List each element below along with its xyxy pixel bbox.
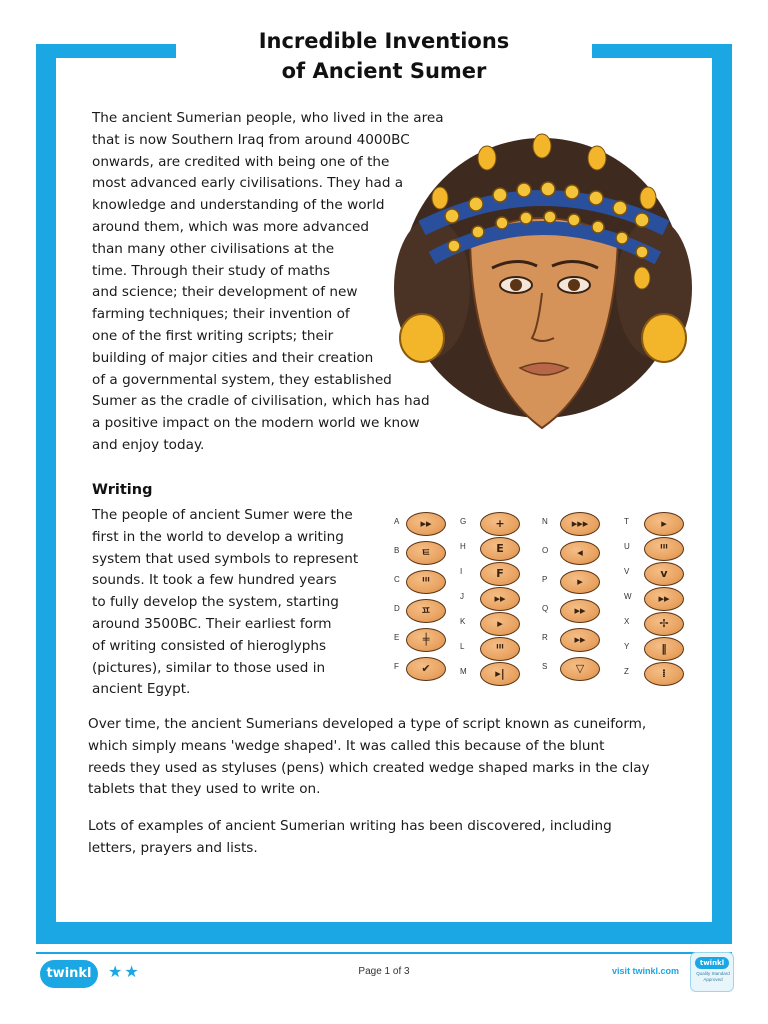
writing-line: sounds. It took a few hundred years <box>92 572 337 589</box>
alphabet-letter: T <box>624 517 629 526</box>
intro-line: of a governmental system, they established <box>92 371 392 388</box>
clay-tablet-icon <box>560 570 600 594</box>
intro-line: onwards, are credited with being one of the <box>92 153 390 170</box>
page-number: Page 1 of 3 <box>358 966 410 977</box>
cuneiform-symbol: E <box>496 542 504 555</box>
writing-line: system that used symbols to represent <box>92 550 359 567</box>
cuneiform-symbol: ▸▸ <box>574 604 586 617</box>
alphabet-letter: M <box>460 667 467 676</box>
writing-line: of writing consisted of hieroglyphs <box>92 637 327 654</box>
frame-top-right-border <box>592 44 732 58</box>
cuneiform-symbol: ▸▸▸ <box>571 517 589 530</box>
alphabet-letter: L <box>460 642 465 651</box>
paragraph-line: tablets that they used to write on. <box>88 781 321 798</box>
intro-line: farming techniques; their invention of <box>92 306 350 323</box>
cuneiform-symbol: ✢ <box>659 617 669 630</box>
clay-tablet-icon <box>644 512 684 536</box>
cuneiform-symbol: ᴵᴵᴵ <box>660 542 668 555</box>
frame-right-border <box>712 44 732 944</box>
cuneiform-symbol: ▸▸ <box>420 517 432 530</box>
clay-tablet-icon <box>406 512 446 536</box>
cuneiform-symbol: ▸ <box>661 517 667 530</box>
cuneiform-symbol: ▸▸ <box>494 592 506 605</box>
writing-line: to fully develop the system, starting <box>92 594 339 611</box>
alphabet-letter: I <box>460 567 463 576</box>
writing-heading: Writing <box>92 482 153 498</box>
alphabet-letter: E <box>394 633 400 642</box>
alphabet-letter: Q <box>542 604 549 613</box>
paragraph-line: which simply means 'wedge shaped'. It was called this because of the blunt <box>88 737 605 754</box>
alphabet-letter: G <box>460 517 467 526</box>
cuneiform-symbol: ⅴ <box>660 567 668 580</box>
clay-tablet-icon <box>480 637 520 661</box>
clay-tablet-icon <box>560 512 600 536</box>
intro-line: time. Through their study of maths <box>92 262 331 279</box>
clay-tablet-icon <box>480 662 520 686</box>
alphabet-letter: Z <box>624 667 629 676</box>
cuneiform-symbol: ᴵᴵᴵ <box>496 642 504 655</box>
clay-tablet-icon <box>644 612 684 636</box>
cuneiform-alphabet-chart <box>384 504 696 694</box>
clay-tablet-icon <box>480 562 520 586</box>
cuneiform-paragraph <box>88 714 684 801</box>
badge-caption: Quality Standard Approved <box>696 971 730 982</box>
clay-tablet-icon <box>480 537 520 561</box>
intro-line: a positive impact on the modern world we know <box>92 415 420 432</box>
quality-badge-icon <box>690 952 734 992</box>
writing-paragraph <box>92 505 366 701</box>
intro-line: The ancient Sumerian people, who lived in the area <box>92 110 444 126</box>
alphabet-letter: B <box>394 546 400 555</box>
examples-paragraph <box>88 816 684 860</box>
cuneiform-symbol: ㅌ <box>420 546 432 559</box>
clay-tablet-icon <box>560 628 600 652</box>
alphabet-letter: Y <box>624 642 630 651</box>
alphabet-letter: H <box>460 542 466 551</box>
cuneiform-symbol: ▸▸ <box>658 592 670 605</box>
clay-tablet-icon <box>406 599 446 623</box>
sumerian-woman-illustration <box>392 128 694 440</box>
clay-tablet-icon <box>480 612 520 636</box>
intro-line: than many other civilisations at the <box>92 240 335 257</box>
alphabet-letter: C <box>394 575 400 584</box>
cuneiform-symbol: ⁞ <box>661 667 667 680</box>
alphabet-letter: R <box>542 633 548 642</box>
intro-paragraph <box>92 108 444 457</box>
alphabet-letter: F <box>394 662 399 671</box>
clay-tablet-icon <box>406 541 446 565</box>
clay-tablet-icon <box>644 562 684 586</box>
clay-tablet-icon <box>560 599 600 623</box>
cuneiform-symbol: ᴵᴵᴵ <box>422 575 430 588</box>
clay-tablet-icon <box>406 657 446 681</box>
intro-line: knowledge and understanding of the world <box>92 197 385 214</box>
alphabet-letter: N <box>542 517 548 526</box>
alphabet-letter: O <box>542 546 549 555</box>
intro-line: building of major cities and their creation <box>92 349 374 366</box>
intro-line: Sumer as the cradle of civilisation, which has had <box>92 393 430 410</box>
cuneiform-symbol: ▸ <box>497 617 503 630</box>
clay-tablet-icon <box>406 570 446 594</box>
frame-top-left-border <box>36 44 176 58</box>
clay-tablet-icon <box>560 541 600 565</box>
frame-left-border <box>36 44 56 944</box>
page-title <box>180 26 588 86</box>
cuneiform-symbol: ╪ <box>422 633 430 646</box>
cuneiform-symbol: ‖ <box>661 642 667 655</box>
paragraph-line: reeds they used as styluses (pens) which created wedge shaped marks in the clay <box>88 759 650 776</box>
clay-tablet-icon <box>644 587 684 611</box>
cuneiform-symbol: ✔ <box>421 662 431 675</box>
alphabet-letter: K <box>460 617 466 626</box>
alphabet-letter: S <box>542 662 548 671</box>
title-line-1: Incredible Inventions <box>258 29 510 53</box>
alphabet-letter: U <box>624 542 630 551</box>
cuneiform-symbol: ▸ <box>577 575 583 588</box>
clay-tablet-icon <box>480 587 520 611</box>
paragraph-line: letters, prayers and lists. <box>88 839 258 856</box>
frame-bottom-border <box>36 922 732 944</box>
cuneiform-symbol: ▽ <box>575 662 585 675</box>
intro-line: and enjoy today. <box>92 436 205 453</box>
writing-line: ancient Egypt. <box>92 681 191 698</box>
alphabet-letter: D <box>394 604 400 613</box>
twinkl-logo-icon[interactable]: twinkl <box>40 960 98 988</box>
writing-line: around 3500BC. Their earliest form <box>92 615 332 632</box>
cuneiform-symbol: ㅍ <box>420 604 432 617</box>
writing-line: (pictures), similar to those used in <box>92 659 326 676</box>
paragraph-line: Over time, the ancient Sumerians developed a type of script known as cuneiform, <box>88 716 647 732</box>
alphabet-letter: X <box>624 617 630 626</box>
cuneiform-symbol: + <box>495 517 505 530</box>
visit-link[interactable]: visit twinkl.com <box>612 966 680 976</box>
alphabet-letter: J <box>460 592 464 601</box>
cuneiform-symbol: ▸| <box>495 667 505 680</box>
alphabet-letter: P <box>542 575 548 584</box>
intro-line: around them, which was more advanced <box>92 218 370 235</box>
footer-divider <box>36 952 732 954</box>
clay-tablet-icon <box>480 512 520 536</box>
intro-line: most advanced early civilisations. They had a <box>92 175 404 192</box>
clay-tablet-icon <box>560 657 600 681</box>
title-line-2: of Ancient Sumer <box>281 59 487 83</box>
alphabet-letter: A <box>394 517 400 526</box>
cuneiform-symbol: F <box>496 567 504 580</box>
alphabet-letter: V <box>624 567 630 576</box>
clay-tablet-icon <box>644 637 684 661</box>
paragraph-line: Lots of examples of ancient Sumerian writing has been discovered, including <box>88 818 612 834</box>
badge-title: twinkl <box>695 957 729 969</box>
alphabet-letter: W <box>624 592 632 601</box>
intro-line: and science; their development of new <box>92 284 358 301</box>
cuneiform-symbol: ▸▸ <box>574 633 586 646</box>
clay-tablet-icon <box>406 628 446 652</box>
cuneiform-symbol: ◂ <box>577 546 583 559</box>
intro-line: one of the first writing scripts; their <box>92 327 334 344</box>
writing-line: The people of ancient Sumer were the <box>92 507 353 523</box>
star-icon: ★★ <box>108 962 141 981</box>
clay-tablet-icon <box>644 537 684 561</box>
clay-tablet-icon <box>644 662 684 686</box>
writing-line: first in the world to develop a writing <box>92 528 344 545</box>
intro-line: that is now Southern Iraq from around 4000BC <box>92 131 410 148</box>
